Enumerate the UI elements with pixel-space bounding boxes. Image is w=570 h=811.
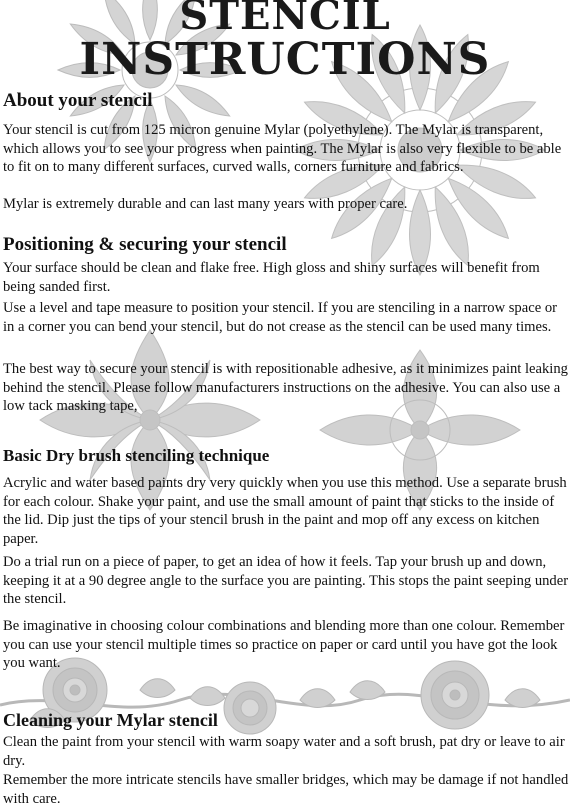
section-heading-about: About your stencil [3,90,153,111]
paragraph: Remember the more intricate stencils have smaller bridges, which may be damage if not handled with care. [3,772,569,807]
paragraph: Use a level and tape measure to position your stencil. If you are stenciling in a narrow space or in a corner you can bend your stencil, but do not crease as the stencil can be used many times. [3,300,557,335]
paragraph: Your surface should be clean and flake free. High gloss and shiny surfaces will benefit from being sanded first. [3,260,540,295]
section-heading-cleaning: Cleaning your Mylar stencil [3,710,218,730]
section-heading-technique: Basic Dry brush stenciling technique [3,446,270,465]
paragraph: Be imaginative in choosing colour combinations and blending more than one colour. Remember you can use your stencil multiple times so practice on paper or card until you have got the look you want. [3,618,565,671]
paragraph: Mylar is extremely durable and can last many years with proper care. [3,196,408,212]
paragraph: Do a trial run on a piece of paper, to get an idea of how it feels. Tap your brush up and down, keeping it at a 90 degree angle to the surface you are painting. This stops the paint seeping under the stencil. [3,554,569,607]
paragraph: The best way to secure your stencil is with repositionable adhesive, as it minimizes paint leaking behind the stencil. Please follow manufacturers instructions on the adhesive. You can also use a low tack masking tape, [3,361,568,414]
page-title-line-1: STENCIL [179,0,391,39]
paragraph: Acrylic and water based paints dry very quickly when you use this method. Use a separate brush for each colour. Shake your paint, and use the small amount of paint that sticks to the inside of the lid. Dip just the tips of your stencil brush in the paint and mop off any excess on kitchen paper. [3,475,567,547]
page-title-line-2: INSTRUCTIONS [79,34,491,85]
section-heading-positioning: Positioning & securing your stencil [3,234,287,255]
paragraph: Clean the paint from your stencil with warm soapy water and a soft brush, pat dry or leave to air dry. [3,734,565,769]
paragraph: Your stencil is cut from 125 micron genuine Mylar (polyethylene). The Mylar is transparent, which allows you to see your progress when painting. The Mylar is also very flexible to be able to fit on to many different surfaces, curved walls, corners furniture and fabrics. [3,122,562,175]
